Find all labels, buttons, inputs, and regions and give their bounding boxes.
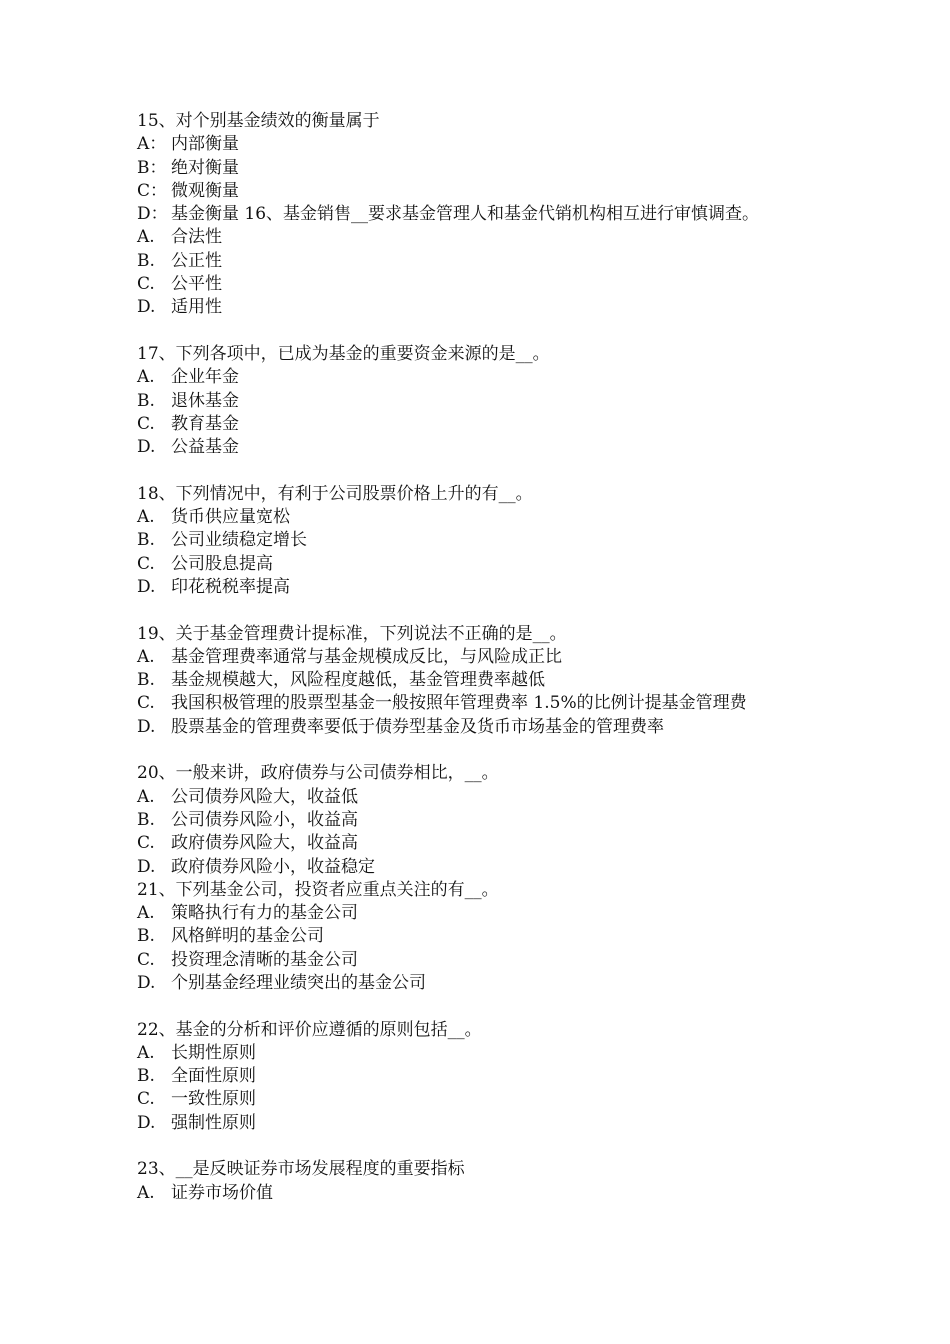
paragraph-gap	[137, 599, 837, 622]
option-text: 公平性	[171, 274, 222, 295]
paragraph-gap	[137, 995, 837, 1018]
option-text: 公司债券风险大，收益低	[171, 786, 358, 807]
document-page	[137, 110, 837, 1205]
option-letter: D.	[137, 972, 156, 993]
option-text: 适用性	[171, 297, 222, 318]
option-letter: A：	[137, 134, 167, 155]
option-text: 证券市场价值	[171, 1182, 273, 1203]
answer-option	[137, 832, 837, 855]
answer-option	[137, 1042, 837, 1065]
option-text: 一致性原则	[171, 1089, 256, 1110]
option-text: 政府债券风险大，收益高	[171, 833, 358, 854]
option-text: 企业年金	[171, 367, 239, 388]
question-block	[137, 762, 837, 878]
answer-option	[137, 972, 837, 995]
option-letter: A.	[137, 646, 155, 667]
option-text: 投资理念清晰的基金公司	[171, 949, 358, 970]
option-text: 货币供应量宽松	[171, 507, 290, 528]
option-text: 内部衡量	[171, 134, 239, 155]
option-letter: D.	[137, 576, 156, 597]
paragraph-gap	[137, 459, 837, 482]
paragraph-gap	[137, 1135, 837, 1158]
option-letter: A.	[137, 1042, 155, 1063]
answer-option	[137, 296, 837, 319]
paragraph-gap	[137, 739, 837, 762]
question-text: 18、下列情况中，有利于公司股票价格上升的有__。	[137, 483, 533, 504]
question-text: 21、下列基金公司，投资者应重点关注的有__。	[137, 879, 499, 900]
answer-option	[137, 250, 837, 273]
option-text: 策略执行有力的基金公司	[171, 903, 358, 924]
option-letter: D：	[137, 204, 168, 225]
option-text: 公司股息提高	[171, 553, 273, 574]
answer-option	[137, 1182, 837, 1205]
option-letter: B：	[137, 157, 167, 178]
option-text: 股票基金的管理费率要低于债券型基金及货币市场基金的管理费率	[171, 716, 664, 737]
option-text: 风格鲜明的基金公司	[171, 926, 324, 947]
question-block	[137, 110, 837, 343]
answer-option	[137, 273, 837, 296]
option-letter: D.	[137, 1112, 156, 1133]
option-letter: C.	[137, 274, 155, 295]
answer-option	[137, 856, 837, 879]
option-text: 公正性	[171, 250, 222, 271]
option-letter: D.	[137, 437, 156, 458]
answer-option	[137, 949, 837, 972]
answer-option	[137, 1088, 837, 1111]
paragraph-gap	[137, 320, 837, 343]
option-text: 基金规模越大，风险程度越低，基金管理费率越低	[171, 670, 545, 691]
answer-option	[137, 925, 837, 948]
option-letter: C.	[137, 553, 155, 574]
option-letter: B.	[137, 250, 155, 271]
answer-option	[137, 576, 837, 599]
option-text: 退休基金	[171, 390, 239, 411]
question-block	[137, 1019, 837, 1159]
answer-option	[137, 786, 837, 809]
option-letter: B.	[137, 390, 155, 411]
option-text: 长期性原则	[171, 1042, 256, 1063]
answer-option	[137, 692, 837, 715]
option-text: 基金管理费率通常与基金规模成反比，与风险成正比	[171, 646, 562, 667]
question-block	[137, 623, 837, 763]
option-letter: D.	[137, 856, 156, 877]
option-text: 我国积极管理的股票型基金一般按照年管理费率 1.5%的比例计提基金管理费	[171, 693, 747, 714]
option-letter: D.	[137, 297, 156, 318]
answer-option	[137, 180, 837, 203]
option-text: 公益基金	[171, 437, 239, 458]
option-text: 政府债券风险小，收益稳定	[171, 856, 375, 877]
option-text: 绝对衡量	[171, 157, 239, 178]
option-letter: C：	[137, 180, 168, 201]
answer-option	[137, 366, 837, 389]
answer-option	[137, 669, 837, 692]
option-text: 个别基金经理业绩突出的基金公司	[171, 972, 426, 993]
answer-option	[137, 902, 837, 925]
option-letter: A.	[137, 903, 155, 924]
question-text: 19、关于基金管理费计提标准，下列说法不正确的是__。	[137, 623, 567, 644]
option-letter: A.	[137, 1182, 155, 1203]
option-text: 强制性原则	[171, 1112, 256, 1133]
question-text: 17、下列各项中，已成为基金的重要资金来源的是__。	[137, 343, 550, 364]
option-text: 基金衡量 16、基金销售__要求基金管理人和基金代销机构相互进行审慎调查。	[171, 204, 760, 225]
answer-option	[137, 553, 837, 576]
option-letter: A.	[137, 786, 155, 807]
option-letter: D.	[137, 716, 156, 737]
question-text: 23、__是反映证券市场发展程度的重要指标	[137, 1159, 465, 1180]
option-letter: B.	[137, 926, 155, 947]
option-letter: A.	[137, 227, 155, 248]
option-text: 教育基金	[171, 413, 239, 434]
answer-option	[137, 436, 837, 459]
answer-option	[137, 390, 837, 413]
option-text: 合法性	[171, 227, 222, 248]
option-letter: C.	[137, 693, 155, 714]
question-text: 20、一般来讲，政府债券与公司债券相比，__。	[137, 763, 499, 784]
option-text: 公司债券风险小，收益高	[171, 809, 358, 830]
option-letter: A.	[137, 367, 155, 388]
question-block	[137, 343, 837, 483]
answer-option	[137, 157, 837, 180]
option-letter: B.	[137, 809, 155, 830]
option-letter: C.	[137, 949, 155, 970]
question-text: 22、基金的分析和评价应遵循的原则包括__。	[137, 1019, 482, 1040]
option-text: 微观衡量	[171, 180, 239, 201]
option-letter: C.	[137, 1089, 155, 1110]
question-block	[137, 483, 837, 623]
answer-option	[137, 413, 837, 436]
answer-option	[137, 809, 837, 832]
answer-option	[137, 646, 837, 669]
answer-option	[137, 1065, 837, 1088]
answer-option	[137, 529, 837, 552]
option-text: 公司业绩稳定增长	[171, 530, 307, 551]
option-letter: C.	[137, 833, 155, 854]
question-text: 15、对个别基金绩效的衡量属于	[137, 111, 380, 131]
answer-option	[137, 1112, 837, 1135]
option-text: 印花税税率提高	[171, 576, 290, 597]
question-block	[137, 879, 837, 1019]
question-block	[137, 1158, 837, 1205]
option-letter: C.	[137, 413, 155, 434]
answer-option	[137, 506, 837, 529]
option-letter: A.	[137, 507, 155, 528]
answer-option	[137, 226, 837, 249]
answer-option	[137, 133, 837, 156]
option-letter: B.	[137, 530, 155, 551]
answer-option	[137, 716, 837, 739]
answer-option	[137, 203, 837, 226]
option-letter: B.	[137, 670, 155, 691]
option-letter: B.	[137, 1066, 155, 1087]
option-text: 全面性原则	[171, 1066, 256, 1087]
